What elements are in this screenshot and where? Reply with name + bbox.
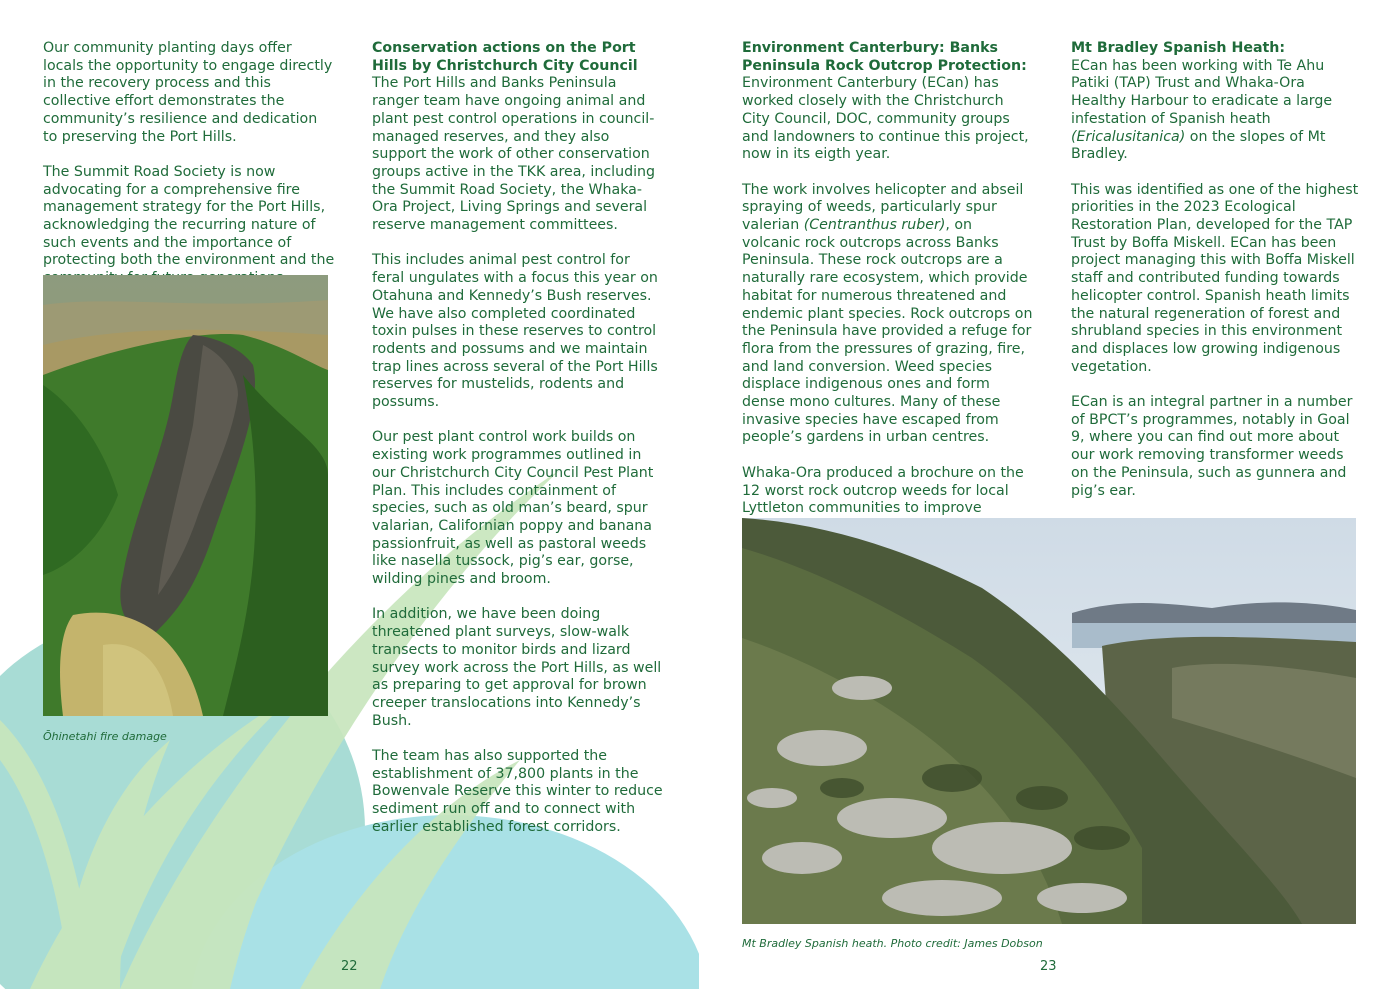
ecan-column xyxy=(742,40,1034,589)
heath-photo-caption: Mt Bradley Spanish heath. Photo credit: James Dobson xyxy=(742,937,1043,950)
spanish-heath-photo xyxy=(742,518,1356,924)
fire-photo-caption: Ōhinetahi fire damage xyxy=(43,730,167,743)
page-23 xyxy=(699,0,1398,989)
ecan-p2-species: (Centranthus ruber) xyxy=(803,217,946,234)
ecan-heading: Environment Canterbury: Banks Peninsula Rock Outcrop Protection: xyxy=(742,40,1027,74)
page-number-22: 22 xyxy=(341,959,358,974)
conservation-paragraph-4: In addition, we have been doing threatened plant surveys, slow-walk transects to monitor birds and lizard survey work across the Port Hills, as well as preparing to get approval for brown creeper translocations into Kennedy’s Bush. xyxy=(372,606,662,729)
heath-p1-text-b: on the slopes of Mt Bradley. xyxy=(1071,128,1326,163)
heath-column xyxy=(1071,40,1363,518)
conservation-paragraph-2: This includes animal pest control for feral ungulates with a focus this year on Otahuna and Kennedy’s Bush reserves. We have also completed coordinated toxin pulses in these reserves to control rodents and possums and we maintain trap lines across several of the Port Hills reserves for mustelids, rodents and possums. xyxy=(372,252,658,411)
ecan-p2-text-b: , on volcanic rock outcrops across Banks Peninsula. These rock outcrops are a naturally rare ecosystem, which provide habitat for numerous threatened and endemic plant species. Rock outcrops on the Peninsula have provided a refuge for flora from the pressures of grazing, fire, and land conversion. Weed species displace indigenous ones and form dense mono cultures. Many of these invasive species have escaped from people’s gardens in urban centres. xyxy=(742,217,1033,446)
intro-paragraph-1: Our community planting days offer locals the opportunity to engage directly in the recovery process and this collective effort demonstrates the community’s resilience and dedication to preserving the Port Hills. xyxy=(43,40,333,145)
intro-column xyxy=(43,40,335,306)
ecan-paragraph-2 xyxy=(742,182,1034,448)
conservation-paragraph-5: The team has also supported the establishment of 37,800 plants in the Bowenvale Reserve this winter to reduce sediment run off and to connect with earlier established forest corridors. xyxy=(372,748,663,835)
heath-p1-species: (Ericalusitanica) xyxy=(1071,128,1186,145)
fire-damage-photo xyxy=(43,275,328,716)
heath-paragraph-1 xyxy=(1071,58,1363,164)
conservation-column xyxy=(372,40,664,854)
heath-paragraph-2: This was identified as one of the highest priorities in the 2023 Ecological Restoration Plan, developed for the TAP Trust by Boffa Miskell. ECan has been project managing this with Boffa Miskell staff and contributed funding towards helicopter control. Spanish heath limits the natural regeneration of forest and shrubland species in this environment and displaces low growing indigenous vegetation. xyxy=(1071,181,1359,375)
conservation-heading: Conservation actions on the Port Hills by Christchurch City Council xyxy=(372,40,638,74)
conservation-paragraph-3: Our pest plant control work builds on existing work programmes outlined in our Christchurch City Council Pest Plant Plan. This includes containment of species, such as old man’s beard, spur valarian, Californian poppy and banana passionfruit, as well as pastoral weeds like nasella tussock, pig’s ear, gorse, wilding pines and broom. xyxy=(372,429,654,588)
heath-heading: Mt Bradley Spanish Heath: xyxy=(1071,40,1286,56)
ecan-paragraph-3: Whaka-Ora produced a brochure on the 12 worst rock outcrop weeds for local Lyttleton communities to improve xyxy=(742,464,1024,517)
heath-paragraph-3: ECan is an integral partner in a number of BPCT’s programmes, notably in Goal 9, where you can find out more about our work removing transformer weeds on the Peninsula, such as gunnera and pig’s ear. xyxy=(1071,394,1353,499)
conservation-paragraph-1: The Port Hills and Banks Peninsula ranger team have ongoing animal and plant pest control operations in council-managed reserves, and they also support the work of other conservation groups active in the TKK area, including the Summit Road Society, the Whaka-Ora Project, Living Springs and several reserve management committees. xyxy=(372,75,656,234)
ecan-paragraph-1: Environment Canterbury (ECan) has worked closely with the Christchurch City Council, DOC, community groups and landowners to continue this project, now in its eigth year. xyxy=(742,75,1029,163)
page-number-23: 23 xyxy=(1040,959,1057,974)
ecan-p2-text-a: The work involves helicopter and abseil spraying of weeds, particularly spur valerian xyxy=(742,181,1024,234)
intro-paragraph-2: The Summit Road Society is now advocating for a comprehensive fire management strategy for the Port Hills, acknowledging the recurring nature of such events and the importance of protecting both the environment and the xyxy=(43,163,335,269)
heath-p1-text-a: ECan has been working with Te Ahu Patiki (TAP) Trust and Whaka-Ora Healthy Harbour to eradicate a large infestation of Spanish heath xyxy=(1071,57,1333,127)
